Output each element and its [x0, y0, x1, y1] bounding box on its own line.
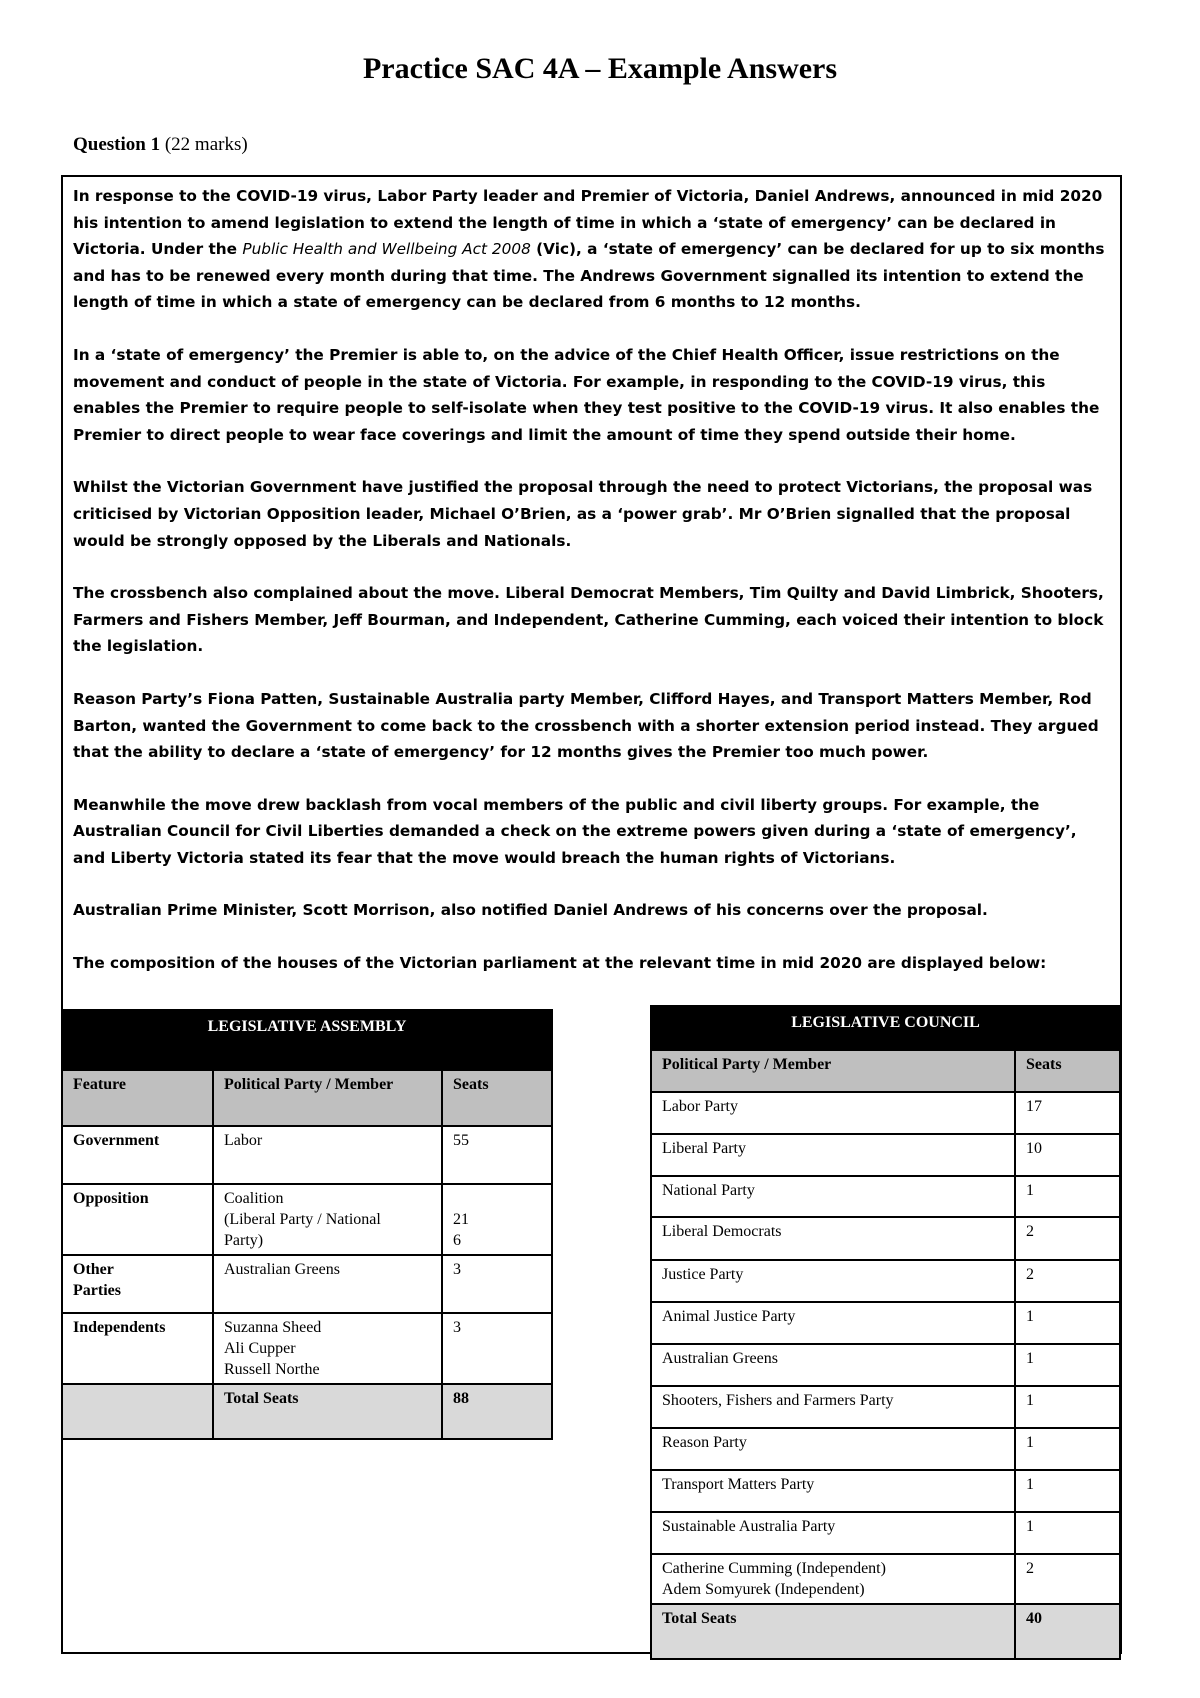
assembly-total-value: 88	[442, 1384, 552, 1439]
assembly-total-label: Total Seats	[213, 1384, 442, 1439]
assembly-header-feature: Feature	[62, 1070, 213, 1126]
table-row	[651, 1092, 1120, 1134]
council-header-party: Political Party / Member	[651, 1050, 1015, 1092]
assembly-feature: Government	[62, 1126, 213, 1184]
council-seats: 10	[1015, 1134, 1120, 1176]
council-seats: 1	[1015, 1344, 1120, 1386]
council-party: Liberal Party	[651, 1134, 1015, 1176]
council-party: Sustainable Australia Party	[651, 1512, 1015, 1554]
council-party: Labor Party	[651, 1092, 1015, 1134]
table-row	[651, 1386, 1120, 1428]
council-seats: 1	[1015, 1386, 1120, 1428]
paragraph-1-part-b: (Vic), a ‘state of emergency’ can be declared for up to six months and has to be renewed every month during that time. The Andrews Government signalled its intention to extend the length of time in which a state of emergency can be declared from 6 months to 12 months.	[73, 240, 1105, 312]
table-row	[651, 1260, 1120, 1302]
council-header-seats: Seats	[1015, 1050, 1120, 1092]
council-total-value: 40	[1015, 1604, 1120, 1659]
assembly-total-blank	[62, 1384, 213, 1439]
table-row	[651, 1554, 1120, 1604]
table-row	[651, 1217, 1120, 1260]
council-seats: 1	[1015, 1470, 1120, 1512]
table-row	[651, 1470, 1120, 1512]
act-title: Public Health and Wellbeing Act 2008	[242, 240, 531, 259]
paragraph-5: Reason Party’s Fiona Patten, Sustainable Australia party Member, Clifford Hayes, and Transport Matters Member, Rod Barton, wanted the Government to come back to the crossbench with a shorter extension period instead. They argued that the ability to declare a ‘state of emergency’ for 12 months gives the Premier too much power.	[73, 689, 1099, 762]
assembly-party: Australian Greens	[213, 1255, 442, 1313]
council-total-label: Total Seats	[651, 1604, 1015, 1659]
assembly-feature: Independents	[62, 1313, 213, 1384]
assembly-seats: 3	[442, 1313, 552, 1384]
council-party: Transport Matters Party	[651, 1470, 1015, 1512]
table-row	[651, 1344, 1120, 1386]
council-party: Catherine Cumming (Independent) Adem Somyurek (Independent)	[651, 1554, 1015, 1604]
council-title: LEGISLATIVE COUNCIL	[651, 1006, 1120, 1050]
legislative-assembly-table	[61, 1009, 553, 1440]
table-row	[651, 1512, 1120, 1554]
question-marks: (22 marks)	[164, 134, 248, 155]
table-row	[651, 1176, 1120, 1217]
council-seats: 2	[1015, 1260, 1120, 1302]
council-party: Reason Party	[651, 1428, 1015, 1470]
table-row	[651, 1134, 1120, 1176]
page-title: Practice SAC 4A – Example Answers	[362, 52, 838, 85]
council-seats: 2	[1015, 1554, 1120, 1604]
paragraph-1	[73, 183, 1113, 316]
assembly-party: Coalition (Liberal Party / National Party)	[213, 1184, 442, 1255]
council-seats: 2	[1015, 1217, 1120, 1260]
council-party: National Party	[651, 1176, 1015, 1217]
assembly-seats: 3	[442, 1255, 552, 1313]
paragraph-7: Australian Prime Minister, Scott Morrison, also notified Daniel Andrews of his concerns over the proposal.	[73, 901, 988, 920]
assembly-title: LEGISLATIVE ASSEMBLY	[62, 1010, 552, 1070]
assembly-feature: Other Parties	[62, 1255, 213, 1313]
total-row	[62, 1384, 552, 1439]
table-row	[62, 1184, 552, 1255]
paragraph-1-part-a: In response to the COVID-19 virus, Labor Party leader and Premier of Victoria, Daniel Andrews, announced in mid 2020 his intention to amend legislation to extend the length of time in which a ‘state of emergency’ can be declared in Victoria. Under the	[73, 187, 1103, 259]
council-party: Liberal Democrats	[651, 1217, 1015, 1260]
assembly-feature: Opposition	[62, 1184, 213, 1255]
paragraph-8: The composition of the houses of the Victorian parliament at the relevant time in mid 2020 are displayed below:	[73, 954, 1047, 973]
assembly-seats: 21 6	[442, 1184, 552, 1255]
council-seats: 1	[1015, 1302, 1120, 1344]
question-stimulus	[73, 183, 1113, 1003]
assembly-seats: 55	[442, 1126, 552, 1184]
paragraph-4: The crossbench also complained about the move. Liberal Democrat Members, Tim Quilty and David Limbrick, Shooters, Farmers and Fishers Member, Jeff Bourman, and Independent, Catherine Cumming, each voiced their intention to block the legislation.	[73, 584, 1104, 656]
paragraph-3: Whilst the Victorian Government have justified the proposal through the need to protect Victorians, the proposal was criticised by Victorian Opposition leader, Michael O’Brien, as a ‘power grab’. Mr O’Brien signalled that the proposal would be strongly opposed by the Liberals and Nationals.	[73, 478, 1093, 550]
council-seats: 1	[1015, 1512, 1120, 1554]
council-party: Justice Party	[651, 1260, 1015, 1302]
question-heading	[73, 134, 248, 156]
assembly-party: Labor	[213, 1126, 442, 1184]
paragraph-2: In a ‘state of emergency’ the Premier is able to, on the advice of the Chief Health Officer, issue restrictions on the movement and conduct of people in the state of Victoria. For example, in responding to the COVID-19 virus, this enables the Premier to require people to self-isolate when they test positive to the COVID-19 virus. It also enables the Premier to direct people to wear face coverings and limit the amount of time they spend outside their home.	[73, 345, 1100, 444]
table-row	[62, 1255, 552, 1313]
legislative-council-table	[650, 1005, 1121, 1660]
assembly-header-seats: Seats	[442, 1070, 552, 1126]
table-row	[62, 1313, 552, 1384]
council-party: Animal Justice Party	[651, 1302, 1015, 1344]
council-party: Australian Greens	[651, 1344, 1015, 1386]
assembly-party: Suzanna Sheed Ali Cupper Russell Northe	[213, 1313, 442, 1384]
council-party: Shooters, Fishers and Farmers Party	[651, 1386, 1015, 1428]
total-row	[651, 1604, 1120, 1659]
council-seats: 17	[1015, 1092, 1120, 1134]
assembly-header-party: Political Party / Member	[213, 1070, 442, 1126]
council-seats: 1	[1015, 1428, 1120, 1470]
paragraph-6: Meanwhile the move drew backlash from vocal members of the public and civil liberty groups. For example, the Australian Council for Civil Liberties demanded a check on the extreme powers given during a ‘state of emergency’, and Liberty Victoria stated its fear that the move would breach the human rights of Victorians.	[73, 795, 1077, 867]
question-label: Question 1	[73, 134, 161, 155]
table-row	[62, 1126, 552, 1184]
table-row	[651, 1428, 1120, 1470]
table-row	[651, 1302, 1120, 1344]
council-seats: 1	[1015, 1176, 1120, 1217]
